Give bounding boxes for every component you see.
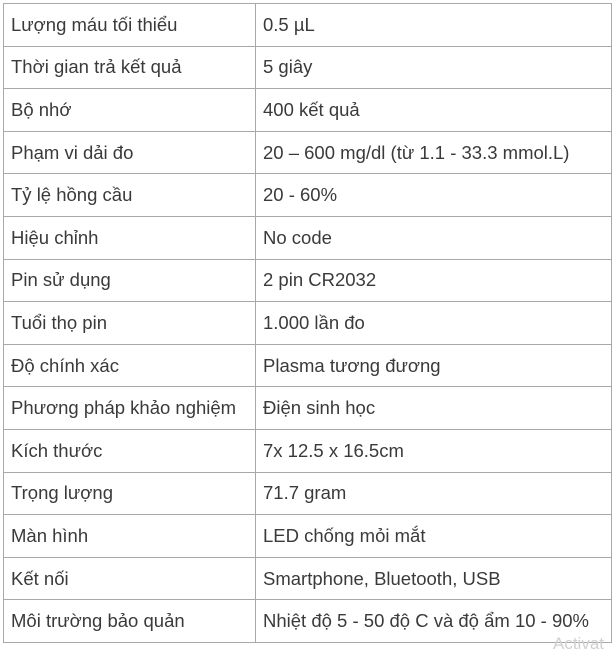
table-row — [4, 46, 612, 89]
spec-value: No code — [256, 216, 612, 259]
spec-value: Điện sinh học — [256, 387, 612, 430]
table-row — [4, 600, 612, 643]
spec-value: 20 - 60% — [256, 174, 612, 217]
spec-label: Tuổi thọ pin — [4, 302, 256, 345]
spec-value: 7x 12.5 x 16.5cm — [256, 429, 612, 472]
table-row — [4, 4, 612, 47]
table-row — [4, 557, 612, 600]
spec-value: 1.000 lần đo — [256, 302, 612, 345]
spec-value: LED chống mỏi mắt — [256, 515, 612, 558]
spec-label: Màn hình — [4, 515, 256, 558]
spec-label: Độ chính xác — [4, 344, 256, 387]
spec-label: Môi trường bảo quản — [4, 600, 256, 643]
table-row — [4, 174, 612, 217]
spec-value: Nhiệt độ 5 - 50 độ C và độ ẩm 10 - 90% — [256, 600, 612, 643]
spec-value: Plasma tương đương — [256, 344, 612, 387]
spec-label: Kết nối — [4, 557, 256, 600]
spec-value: 400 kết quả — [256, 89, 612, 132]
spec-value: 5 giây — [256, 46, 612, 89]
spec-label: Kích thước — [4, 429, 256, 472]
spec-label: Phương pháp khảo nghiệm — [4, 387, 256, 430]
table-row — [4, 131, 612, 174]
table-row — [4, 515, 612, 558]
spec-value: 2 pin CR2032 — [256, 259, 612, 302]
spec-value: 20 – 600 mg/dl (từ 1.1 - 33.3 mmol.L) — [256, 131, 612, 174]
spec-label: Phạm vi dải đo — [4, 131, 256, 174]
table-row — [4, 387, 612, 430]
table-row — [4, 302, 612, 345]
spec-label: Pin sử dụng — [4, 259, 256, 302]
spec-label: Lượng máu tối thiểu — [4, 4, 256, 47]
spec-label: Bộ nhớ — [4, 89, 256, 132]
spec-label: Thời gian trả kết quả — [4, 46, 256, 89]
table-row — [4, 259, 612, 302]
spec-label: Tỷ lệ hồng cầu — [4, 174, 256, 217]
spec-label: Hiệu chỉnh — [4, 216, 256, 259]
spec-label: Trọng lượng — [4, 472, 256, 515]
spec-value: 71.7 gram — [256, 472, 612, 515]
activation-watermark: Activat — [553, 634, 605, 653]
table-row — [4, 429, 612, 472]
spec-value: 0.5 µL — [256, 4, 612, 47]
table-row — [4, 344, 612, 387]
table-row — [4, 472, 612, 515]
table-row — [4, 89, 612, 132]
specification-table — [3, 3, 612, 643]
spec-value: Smartphone, Bluetooth, USB — [256, 557, 612, 600]
table-row — [4, 216, 612, 259]
